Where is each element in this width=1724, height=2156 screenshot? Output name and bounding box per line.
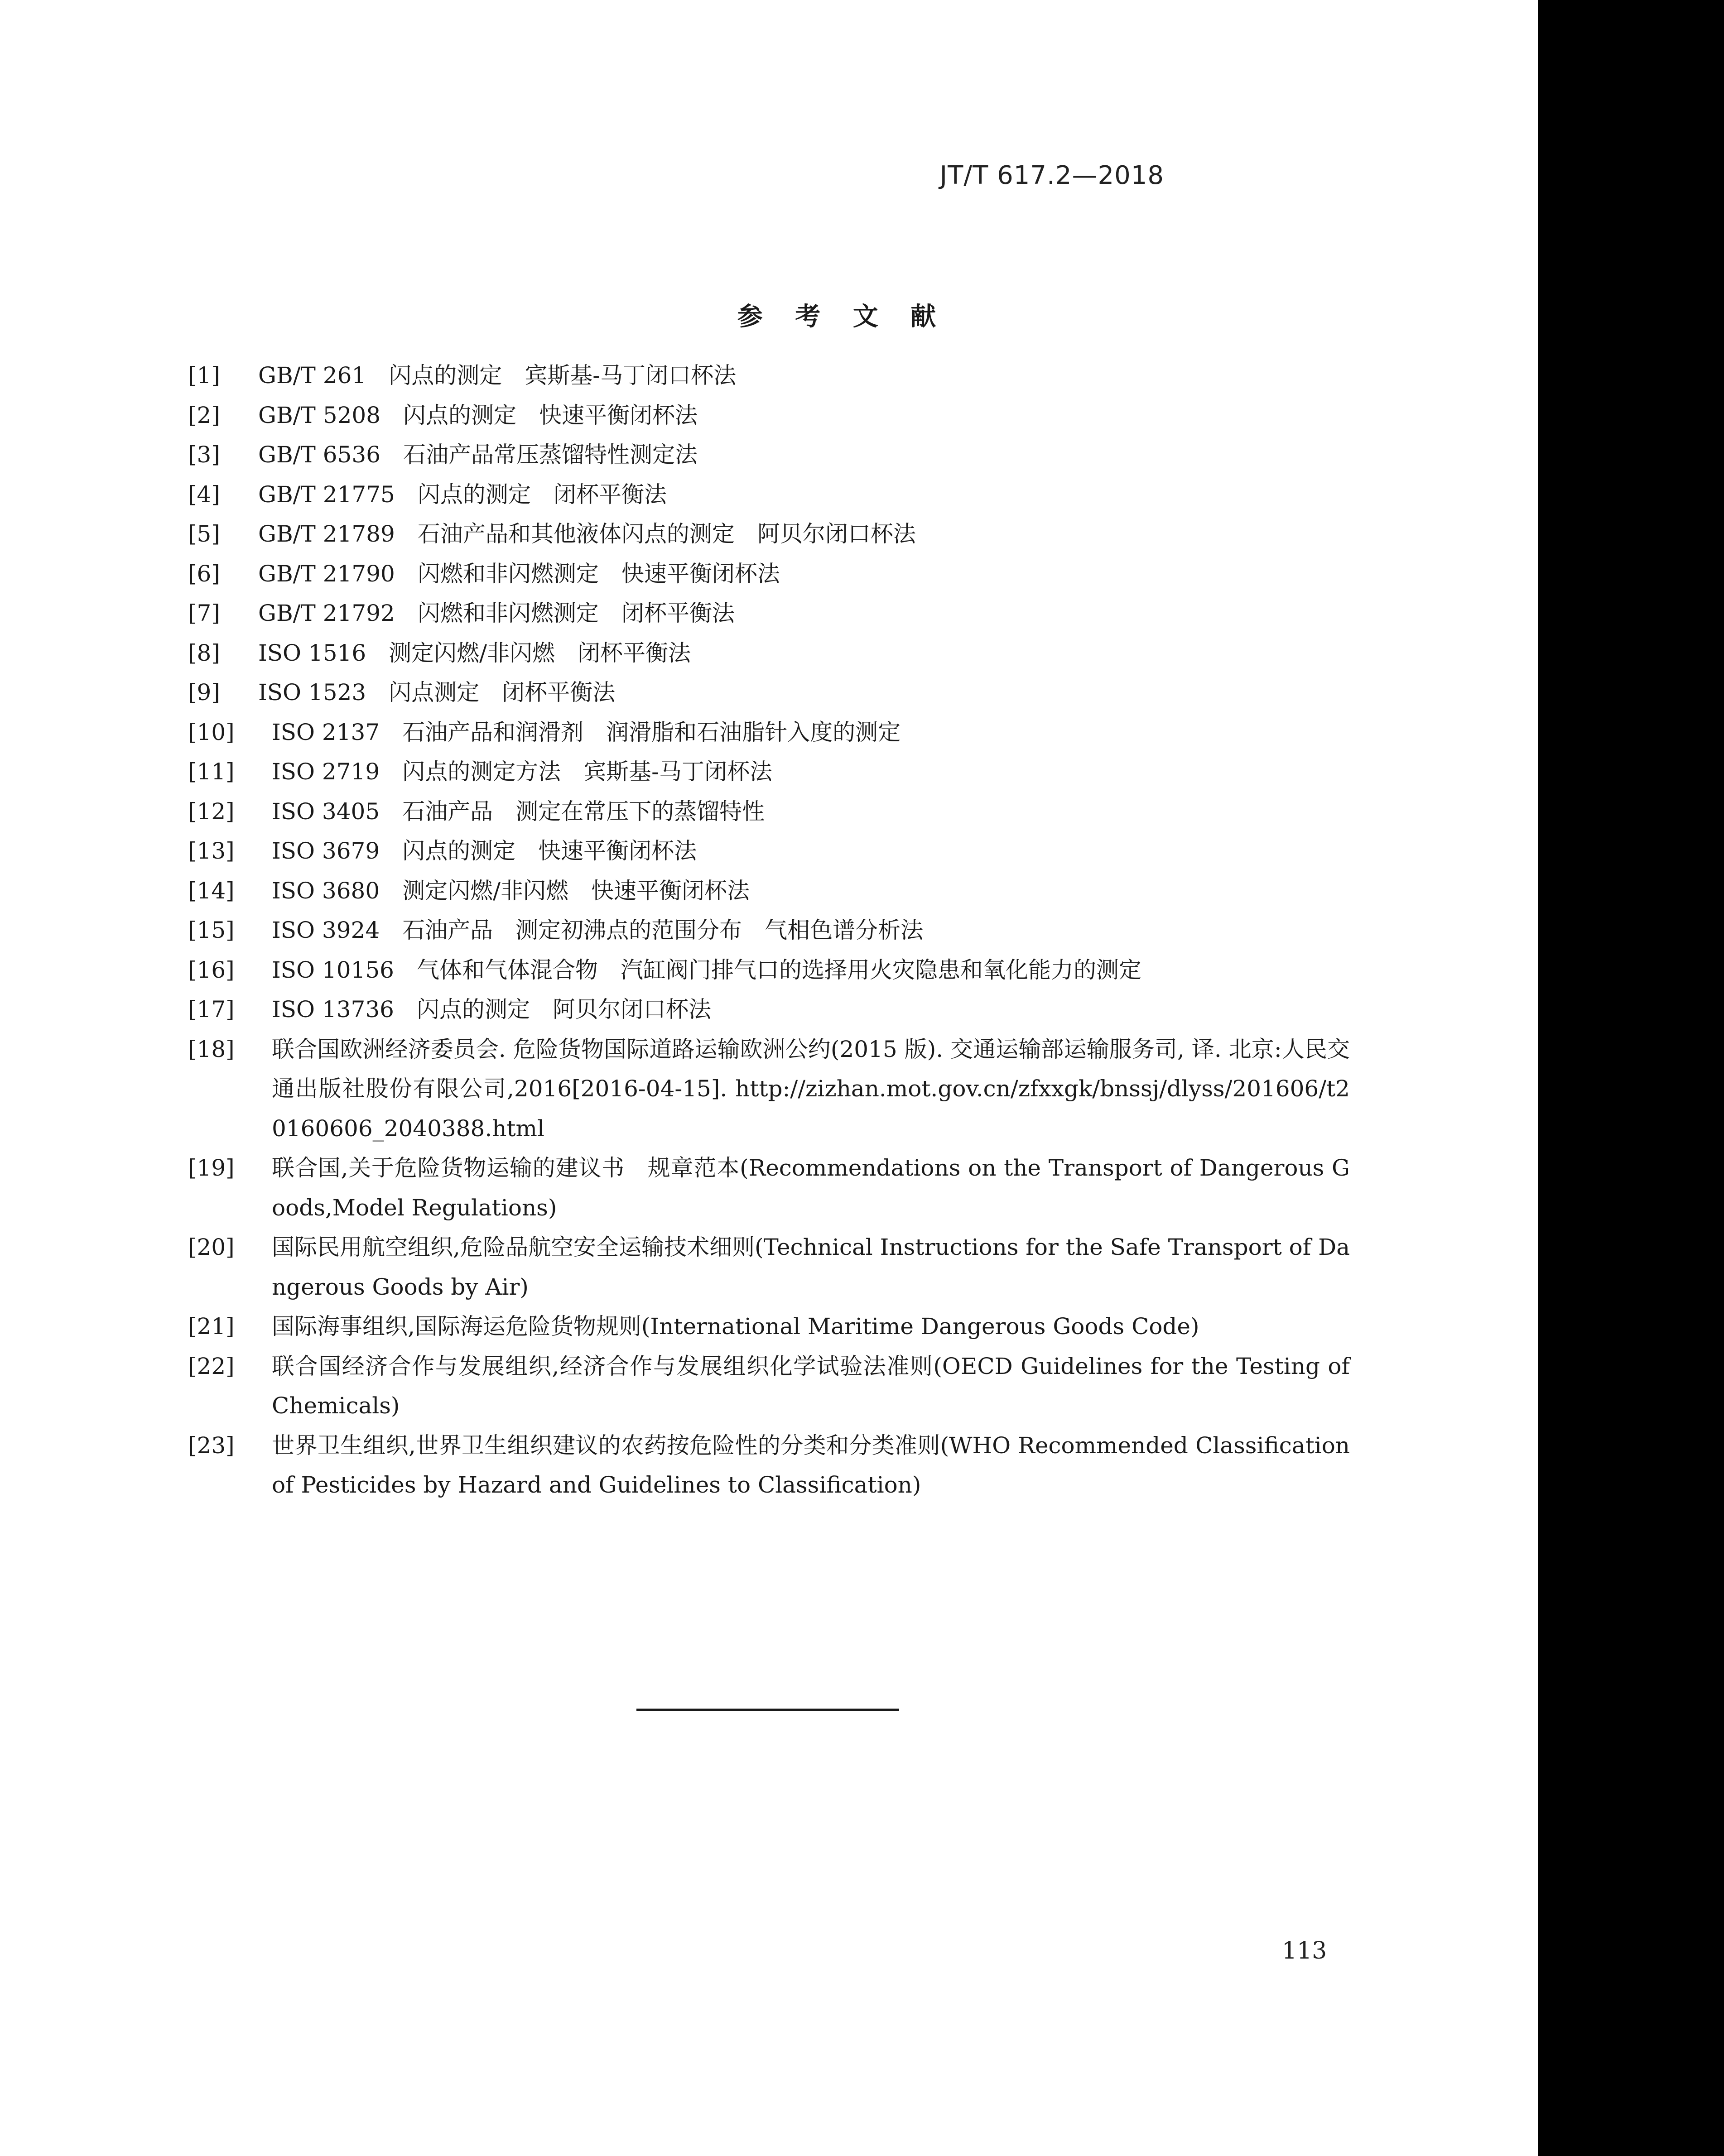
reference-item [188,871,1350,911]
reference-item [188,1426,1350,1505]
reference-text: 世界卫生组织,世界卫生组织建议的农药按危险性的分类和分类准则(WHO Recommended Classification of Pesticides by Hazard and Guidelines to Classification) [272,1432,1350,1498]
reference-number: [18] [188,1036,235,1062]
reference-number: [16] [188,956,235,983]
reference-number: [8] [188,639,220,666]
reference-number: [14] [188,877,235,904]
reference-number: [3] [188,442,220,468]
reference-number: [21] [188,1313,235,1340]
page-number: 113 [1282,1937,1327,1964]
reference-text: 国际海事组织,国际海运危险货物规则(International Maritime Dangerous Goods Code) [272,1313,1199,1340]
reference-item [188,396,1350,436]
section-title: 参 考 文 献 [737,302,948,331]
reference-number: [2] [188,402,220,428]
reference-item [188,713,1350,753]
reference-text: ISO 3680 测定闪燃/非闪燃 快速平衡闭杯法 [272,877,750,904]
reference-item [188,951,1350,990]
reference-item [188,435,1350,475]
reference-item [188,673,1350,713]
reference-text: ISO 10156 气体和气体混合物 汽缸阀门排气口的选择用火灾隐患和氧化能力的测定 [272,956,1141,983]
reference-number: [20] [188,1234,235,1260]
reference-number: [22] [188,1353,235,1379]
reference-number: [11] [188,759,235,785]
reference-item [188,752,1350,792]
reference-item [188,1228,1350,1307]
reference-item [188,1307,1350,1347]
reference-text: 联合国欧洲经济委员会. 危险货物国际道路运输欧洲公约(2015 版). 交通运输部运输服务司, 译. 北京:人民交通出版社股份有限公司,2016[2016-04-15]. http://zizhan.mot.gov.cn/zfxxgk/bnssj/dlyss/201606/t20160606_2040388.html [272,1036,1350,1142]
reference-text: ISO 2719 闪点的测定方法 宾斯基-马丁闭杯法 [272,759,773,785]
reference-text: 国际民用航空组织,危险品航空安全运输技术细则(Technical Instructions for the Safe Transport of Dangerous Goods by Air) [272,1234,1350,1300]
reference-item [188,792,1350,832]
reference-text: GB/T 5208 闪点的测定 快速平衡闭杯法 [258,402,698,428]
reference-text: ISO 13736 闪点的测定 阿贝尔闭口杯法 [272,996,711,1023]
reference-text: ISO 3924 石油产品 测定初沸点的范围分布 气相色谱分析法 [272,917,924,943]
reference-text: 联合国,关于危险货物运输的建议书 规章范本(Recommendations on the Transport of Dangerous Goods,Model Regulations) [272,1155,1350,1221]
reference-number: [13] [188,838,235,864]
reference-text: GB/T 6536 石油产品常压蒸馏特性测定法 [258,442,698,468]
reference-item [188,594,1350,634]
reference-text: ISO 3405 石油产品 测定在常压下的蒸馏特性 [272,798,765,825]
end-rule-divider [636,1709,899,1711]
reference-item [188,356,1350,396]
reference-text: ISO 2137 石油产品和润滑剂 润滑脂和石油脂针入度的测定 [272,719,901,745]
reference-text: ISO 1516 测定闪燃/非闪燃 闭杯平衡法 [258,639,691,666]
reference-number: [19] [188,1155,235,1181]
reference-item [188,1148,1350,1228]
reference-number: [5] [188,521,220,547]
reference-number: [4] [188,481,220,508]
standard-code: JT/T 617.2—2018 [939,161,1164,190]
reference-text: GB/T 261 闪点的测定 宾斯基-马丁闭口杯法 [258,362,737,389]
reference-item [188,831,1350,871]
reference-item [188,475,1350,515]
reference-number: [23] [188,1432,235,1459]
reference-item [188,990,1350,1030]
reference-list [188,356,1350,1505]
reference-text: GB/T 21792 闪燃和非闪燃测定 闭杯平衡法 [258,600,735,626]
reference-text: GB/T 21789 石油产品和其他液体闪点的测定 阿贝尔闭口杯法 [258,521,916,547]
scan-edge-band [1538,0,1724,2156]
reference-item [188,514,1350,554]
reference-item [188,1347,1350,1426]
reference-number: [17] [188,996,235,1023]
reference-number: [12] [188,798,235,825]
reference-number: [1] [188,362,220,389]
reference-item [188,911,1350,951]
reference-number: [9] [188,679,220,706]
reference-item [188,1030,1350,1149]
reference-text: ISO 1523 闪点测定 闭杯平衡法 [258,679,616,706]
reference-number: [15] [188,917,235,943]
reference-item [188,634,1350,673]
reference-text: ISO 3679 闪点的测定 快速平衡闭杯法 [272,838,697,864]
reference-number: [10] [188,719,235,745]
reference-number: [7] [188,600,220,626]
reference-text: 联合国经济合作与发展组织,经济合作与发展组织化学试验法准则(OECD Guidelines for the Testing of Chemicals) [272,1353,1350,1419]
reference-text: GB/T 21790 闪燃和非闪燃测定 快速平衡闭杯法 [258,560,780,587]
reference-text: GB/T 21775 闪点的测定 闭杯平衡法 [258,481,667,508]
reference-item [188,554,1350,594]
reference-number: [6] [188,560,220,587]
